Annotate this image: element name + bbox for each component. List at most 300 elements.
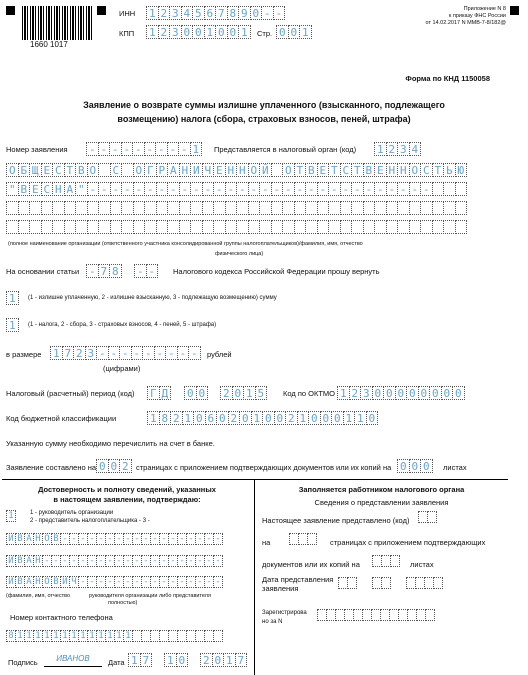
char-cell: Т [328, 163, 341, 177]
char-cell: А [167, 163, 180, 177]
char-cell: В [51, 533, 61, 545]
char-cell: И [6, 576, 16, 588]
char-cell: - [213, 576, 223, 588]
char-cell: И [6, 555, 16, 567]
inn-field[interactable] [146, 6, 284, 20]
kbk-field[interactable] [147, 411, 377, 425]
char-cell: Н [33, 576, 43, 588]
char-cell: - [78, 576, 88, 588]
char-cell: - [119, 346, 132, 360]
char-cell: Н [397, 163, 410, 177]
char-cell: О [248, 163, 261, 177]
char-cell: - [114, 576, 124, 588]
char-cell: - [186, 576, 196, 588]
char-cell: 1 [42, 630, 52, 642]
char-cell: 0 [441, 386, 454, 400]
corner-marker-icon [510, 6, 519, 15]
char-cell: 2 [73, 346, 86, 360]
char-cell: 0 [420, 459, 433, 473]
char-cell: 1 [15, 630, 25, 642]
char-cell: Н [179, 163, 192, 177]
confirm-option: 2 - представитель налогоплательщика - 3 - [30, 518, 150, 524]
char-cell: О [409, 163, 422, 177]
tax-org-field[interactable] [374, 142, 420, 156]
char-cell: Ч [202, 163, 215, 177]
corner-marker-icon [6, 6, 15, 15]
date-month-field[interactable] [164, 653, 187, 667]
oktmo-field[interactable] [337, 386, 464, 400]
char-cell: 3 [397, 142, 410, 156]
char-cell: 7 [215, 6, 228, 20]
phone-label: Номер контактного телефона [10, 613, 113, 622]
page-field[interactable] [276, 25, 311, 39]
char-cell: 0 [320, 411, 333, 425]
right-sheets-label: листах [410, 560, 434, 569]
char-cell: 2 [349, 386, 362, 400]
period-label: Налоговый (расчетный) период (код) [6, 389, 135, 398]
char-cell: 1 [6, 318, 19, 332]
fio-note: руководителя организации либо представителя [89, 593, 211, 599]
char-cell: 1 [238, 25, 251, 39]
char-cell: 0 [308, 411, 321, 425]
period-field-a[interactable] [147, 386, 170, 400]
submitted-code-field[interactable] [418, 511, 436, 523]
char-cell: - [144, 142, 157, 156]
char-cell [381, 577, 391, 589]
char-cell: Ю [455, 163, 468, 177]
amount-unit: рублей [207, 350, 232, 359]
char-cell: - [144, 182, 157, 196]
barcode-number: 1660 1017 [30, 40, 68, 49]
char-cell: 8 [159, 411, 172, 425]
char-cell: - [168, 533, 178, 545]
char-cell: 0 [216, 411, 229, 425]
char-cell: 0 [395, 386, 408, 400]
char-cell: 1 [190, 142, 203, 156]
char-cell: - [188, 346, 201, 360]
char-cell: Н [33, 533, 43, 545]
char-cell: 1 [164, 653, 177, 667]
right-heading: Заполняется работником налогового органа [298, 485, 465, 494]
char-cell: - [132, 142, 145, 156]
char-cell: Е [317, 163, 330, 177]
char-cell: 8 [6, 630, 16, 642]
char-cell: - [98, 182, 111, 196]
kbk-label: Код бюджетной классификации [6, 414, 117, 423]
char-cell: - [168, 576, 178, 588]
app-number-label: Номер заявления [6, 145, 68, 154]
char-cell: 0 [212, 653, 225, 667]
fio-note: полностью) [108, 600, 138, 606]
app-number-field[interactable] [86, 142, 201, 156]
char-cell: Ь [443, 163, 456, 177]
pages-text: страницах с приложением подтверждающих документов или их копий на [136, 463, 392, 472]
char-cell: 1 [204, 25, 217, 39]
char-cell: Н [236, 163, 249, 177]
char-cell: - [186, 555, 196, 567]
char-cell: Е [374, 163, 387, 177]
char-cell: - [397, 182, 410, 196]
char-cell: - [121, 182, 134, 196]
char-cell: - [202, 182, 215, 196]
signature-label: Подпись [8, 658, 38, 667]
char-cell: 6 [205, 411, 218, 425]
name-field[interactable] [6, 555, 222, 567]
page-label: Стр. [257, 29, 273, 38]
char-cell: 0 [288, 25, 301, 39]
org-name-line1[interactable] [6, 163, 466, 177]
char-cell: - [271, 182, 284, 196]
char-cell: Й [259, 163, 272, 177]
char-cell: В [305, 163, 318, 177]
org-name-line2[interactable] [6, 182, 466, 196]
char-cell: 0 [196, 386, 209, 400]
right-sheets-field[interactable] [372, 555, 399, 567]
char-cell: - [142, 346, 155, 360]
char-cell: 1 [24, 630, 34, 642]
char-cell: И [190, 163, 203, 177]
char-cell: " [6, 182, 19, 196]
char-cell: - [156, 182, 169, 196]
char-cell: С [110, 163, 123, 177]
right-pages-text: страницах с приложением подтверждающих [330, 538, 486, 547]
char-cell: - [110, 182, 123, 196]
article-text: Налогового кодекса Российской Федерации прошу вернуть [173, 267, 380, 276]
char-cell: - [87, 576, 97, 588]
char-cell: - [351, 182, 364, 196]
char-cell: - [177, 346, 190, 360]
char-cell: 0 [193, 411, 206, 425]
char-cell: - [178, 142, 191, 156]
char-cell: 0 [418, 386, 431, 400]
confirm-field[interactable] [6, 510, 15, 522]
corner-marker-icon [97, 6, 106, 15]
char-cell: - [86, 142, 99, 156]
article-field[interactable] [86, 264, 121, 278]
char-cell: 1 [105, 630, 115, 642]
char-cell: - [96, 576, 106, 588]
char-cell: Н [52, 182, 65, 196]
char-cell: А [64, 182, 77, 196]
char-cell: 0 [232, 386, 245, 400]
refund-type-text: (1 - излишне уплаченную, 2 - излишне взысканную, 3 - подлежащую возмещению) сумму [28, 295, 277, 301]
char-cell [390, 555, 400, 567]
char-cell: С [420, 163, 433, 177]
char-cell: - [78, 533, 88, 545]
refund-type-field[interactable] [6, 291, 18, 305]
char-cell: 1 [251, 411, 264, 425]
char-cell: - [150, 576, 160, 588]
char-cell: 1 [147, 411, 160, 425]
char-cell: 0 [397, 459, 410, 473]
char-cell: 1 [51, 630, 61, 642]
char-cell: - [167, 142, 180, 156]
payment-type-text: (1 - налога, 2 - сбора, 3 - страховых взносов, 4 - пеней, 5 - штрафа) [28, 322, 217, 328]
char-cell: 2 [158, 25, 171, 39]
tax-org-label: Представляется в налоговый орган (код) [214, 145, 357, 154]
char-cell: 7 [140, 653, 153, 667]
char-cell: 2 [170, 411, 183, 425]
char-cell: - [159, 576, 169, 588]
char-cell: - [363, 182, 376, 196]
char-cell: Т [351, 163, 364, 177]
char-cell: - [155, 142, 168, 156]
char-cell: А [24, 555, 34, 567]
divider [2, 479, 508, 480]
char-cell: 1 [50, 346, 63, 360]
left-heading: в настоящем заявлении, подтверждаю: [53, 495, 201, 504]
char-cell: - [121, 142, 134, 156]
char-cell: 3 [169, 6, 182, 20]
char-cell: Д [159, 386, 172, 400]
char-cell: - [87, 533, 97, 545]
char-cell: 1 [96, 630, 106, 642]
char-cell: - [114, 533, 124, 545]
char-cell: 3 [169, 25, 182, 39]
char-cell: 1 [33, 630, 43, 642]
char-cell: - [150, 533, 160, 545]
char-cell: 0 [366, 411, 379, 425]
org-name-note: физического лица) [215, 251, 264, 257]
char-cell: 0 [184, 386, 197, 400]
char-cell: 0 [452, 386, 465, 400]
char-cell: 1 [114, 630, 124, 642]
char-cell: 0 [406, 386, 419, 400]
char-cell: 0 [96, 459, 109, 473]
form-code: Форма по КНД 1150058 [405, 74, 490, 83]
char-cell: 2 [200, 653, 213, 667]
char-cell: - [86, 264, 99, 278]
char-cell: - [146, 264, 159, 278]
char-cell: - [87, 182, 100, 196]
char-cell: В [363, 163, 376, 177]
article-part-field[interactable] [134, 264, 157, 278]
right-pages-field[interactable] [289, 533, 316, 545]
char-cell: О [87, 163, 100, 177]
char-cell: - [123, 576, 133, 588]
date-day-field[interactable] [128, 653, 151, 667]
char-cell: - [195, 555, 205, 567]
char-cell: 3 [360, 386, 373, 400]
char-cell: 1 [146, 25, 159, 39]
org-name-line4[interactable] [6, 220, 466, 234]
char-cell: - [409, 182, 422, 196]
char-cell: 0 [227, 25, 240, 39]
char-cell: 2 [119, 459, 132, 473]
char-cell: 7 [98, 264, 111, 278]
char-cell: - [213, 555, 223, 567]
date-year-field[interactable] [200, 653, 246, 667]
char-cell: - [69, 533, 79, 545]
char-cell: 4 [181, 6, 194, 20]
char-cell: Р [156, 163, 169, 177]
char-cell: - [179, 182, 192, 196]
char-cell: - [131, 346, 144, 360]
org-name-note: (полное наименование организации (ответственного участника консолидированной группы налогоплательщиков)/фамилия, имя, отчество [8, 241, 363, 247]
page-title: Заявление о возврате суммы излишне уплаченного (взысканного, подлежащего [83, 100, 445, 110]
attach-field[interactable] [397, 459, 432, 473]
reg-label: но за N [262, 619, 283, 625]
char-cell: 1 [123, 630, 133, 642]
char-cell: 0 [176, 653, 189, 667]
char-cell: А [24, 576, 34, 588]
char-cell: - [386, 182, 399, 196]
char-cell: - [159, 555, 169, 567]
char-cell: - [236, 182, 249, 196]
char-cell: С [340, 163, 353, 177]
right-date-day[interactable] [338, 577, 356, 589]
char-cell: 1 [69, 630, 79, 642]
char-cell: 0 [409, 459, 422, 473]
char-cell: - [159, 533, 169, 545]
char-cell: Щ [29, 163, 42, 177]
article-label: На основании статьи [6, 267, 80, 276]
char-cell: - [177, 555, 187, 567]
char-cell: 0 [331, 411, 344, 425]
char-cell: 0 [239, 411, 252, 425]
char-cell: 1 [299, 25, 312, 39]
char-cell: - [294, 182, 307, 196]
char-cell: 1 [354, 411, 367, 425]
left-heading: Достоверность и полноту сведений, указанных [38, 485, 216, 494]
char-cell: 1 [343, 411, 356, 425]
char-cell: 1 [182, 411, 195, 425]
char-cell: - [141, 576, 151, 588]
period-field-b[interactable] [184, 386, 207, 400]
kpp-label: КПП [119, 29, 135, 38]
char-cell: 3 [85, 346, 98, 360]
docs-label: документов или их копий на [262, 560, 360, 569]
amount-label: в размере [6, 350, 42, 359]
char-cell: - [168, 555, 178, 567]
char-cell: 1 [297, 411, 310, 425]
char-cell: - [177, 533, 187, 545]
payment-type-field[interactable] [6, 318, 18, 332]
char-cell [433, 577, 443, 589]
char-cell: - [328, 182, 341, 196]
char-cell: 1 [146, 6, 159, 20]
char-cell: 8 [227, 6, 240, 20]
char-cell: 7 [62, 346, 75, 360]
char-cell: - [374, 182, 387, 196]
period-field-c[interactable] [220, 386, 266, 400]
right-date-month[interactable] [372, 577, 390, 589]
char-cell: - [78, 555, 88, 567]
char-cell: - [133, 182, 146, 196]
surname-field[interactable] [6, 533, 222, 545]
char-cell: 0 [274, 411, 287, 425]
char-cell: - [282, 182, 295, 196]
char-cell: - [213, 533, 223, 545]
char-cell: Е [213, 163, 226, 177]
char-cell: 0 [181, 25, 194, 39]
char-cell: Б [18, 163, 31, 177]
char-cell: - [132, 576, 142, 588]
char-cell: 7 [235, 653, 248, 667]
char-cell: 1 [78, 630, 88, 642]
date-submit-label: Дата представления [262, 575, 334, 584]
right-subheading: Сведения о представлении заявления [314, 498, 449, 507]
char-cell: В [15, 533, 25, 545]
char-cell: - [165, 346, 178, 360]
char-cell: 6 [204, 6, 217, 20]
char-cell: - [109, 142, 122, 156]
char-cell [213, 630, 223, 642]
char-cell: 0 [108, 459, 121, 473]
char-cell: С [52, 163, 65, 177]
char-cell: Т [64, 163, 77, 177]
char-cell: 2 [386, 142, 399, 156]
char-cell: 4 [409, 142, 422, 156]
phone-field[interactable] [6, 630, 222, 642]
char-cell: - [186, 533, 196, 545]
pages-label: Заявление составлено на [6, 463, 97, 472]
char-cell: - [60, 555, 70, 567]
pages-field[interactable] [96, 459, 131, 473]
char-cell: - [105, 555, 115, 567]
char-cell [307, 533, 317, 545]
char-cell [455, 182, 468, 196]
char-cell: В [51, 576, 61, 588]
char-cell: - [96, 555, 106, 567]
kpp-field[interactable] [146, 25, 250, 39]
char-cell: - [114, 555, 124, 567]
char-cell: - [195, 576, 205, 588]
char-cell: - [123, 555, 133, 567]
reg-number-field[interactable] [317, 609, 434, 621]
char-cell: 2 [228, 411, 241, 425]
char-cell: 1 [87, 630, 97, 642]
char-cell: Г [144, 163, 157, 177]
char-cell: Т [432, 163, 445, 177]
char-cell: Ч [69, 576, 79, 588]
date-submit-label: заявления [262, 584, 299, 593]
char-cell: 1 [6, 291, 19, 305]
char-cell: - [225, 182, 238, 196]
char-cell: 1 [223, 653, 236, 667]
bank-text: Указанную сумму необходимо перечислить на счет в банке. [6, 439, 215, 448]
page-title: возмещению) налога (сбора, страховых взносов, пеней, штрафа) [117, 114, 411, 124]
char-cell: - [190, 182, 203, 196]
char-cell: Н [225, 163, 238, 177]
char-cell: - [132, 555, 142, 567]
char-cell: - [273, 6, 286, 20]
amount-field[interactable] [50, 346, 200, 360]
right-date-year[interactable] [406, 577, 442, 589]
char-cell: В [18, 182, 31, 196]
char-cell: - [154, 346, 167, 360]
char-cell: 2 [158, 6, 171, 20]
char-cell: - [87, 555, 97, 567]
char-cell [347, 577, 357, 589]
sheets-label: листах [443, 463, 467, 472]
fio-note: (фамилия, имя, отчество [6, 593, 71, 599]
char-cell: - [96, 533, 106, 545]
char-cell: 2 [220, 386, 233, 400]
char-cell: - [105, 576, 115, 588]
confirm-option: 1 - руководитель организации [30, 510, 114, 516]
patronymic-field[interactable] [6, 576, 222, 588]
char-cell: 1 [374, 142, 387, 156]
char-cell: 0 [372, 386, 385, 400]
inn-label: ИНН [119, 9, 136, 18]
char-cell: - [259, 182, 272, 196]
signature-field[interactable]: ИВАНОВ [44, 654, 102, 667]
org-name-line3[interactable] [6, 201, 466, 215]
char-cell: - [305, 182, 318, 196]
char-cell: - [132, 533, 142, 545]
char-cell: 0 [276, 25, 289, 39]
